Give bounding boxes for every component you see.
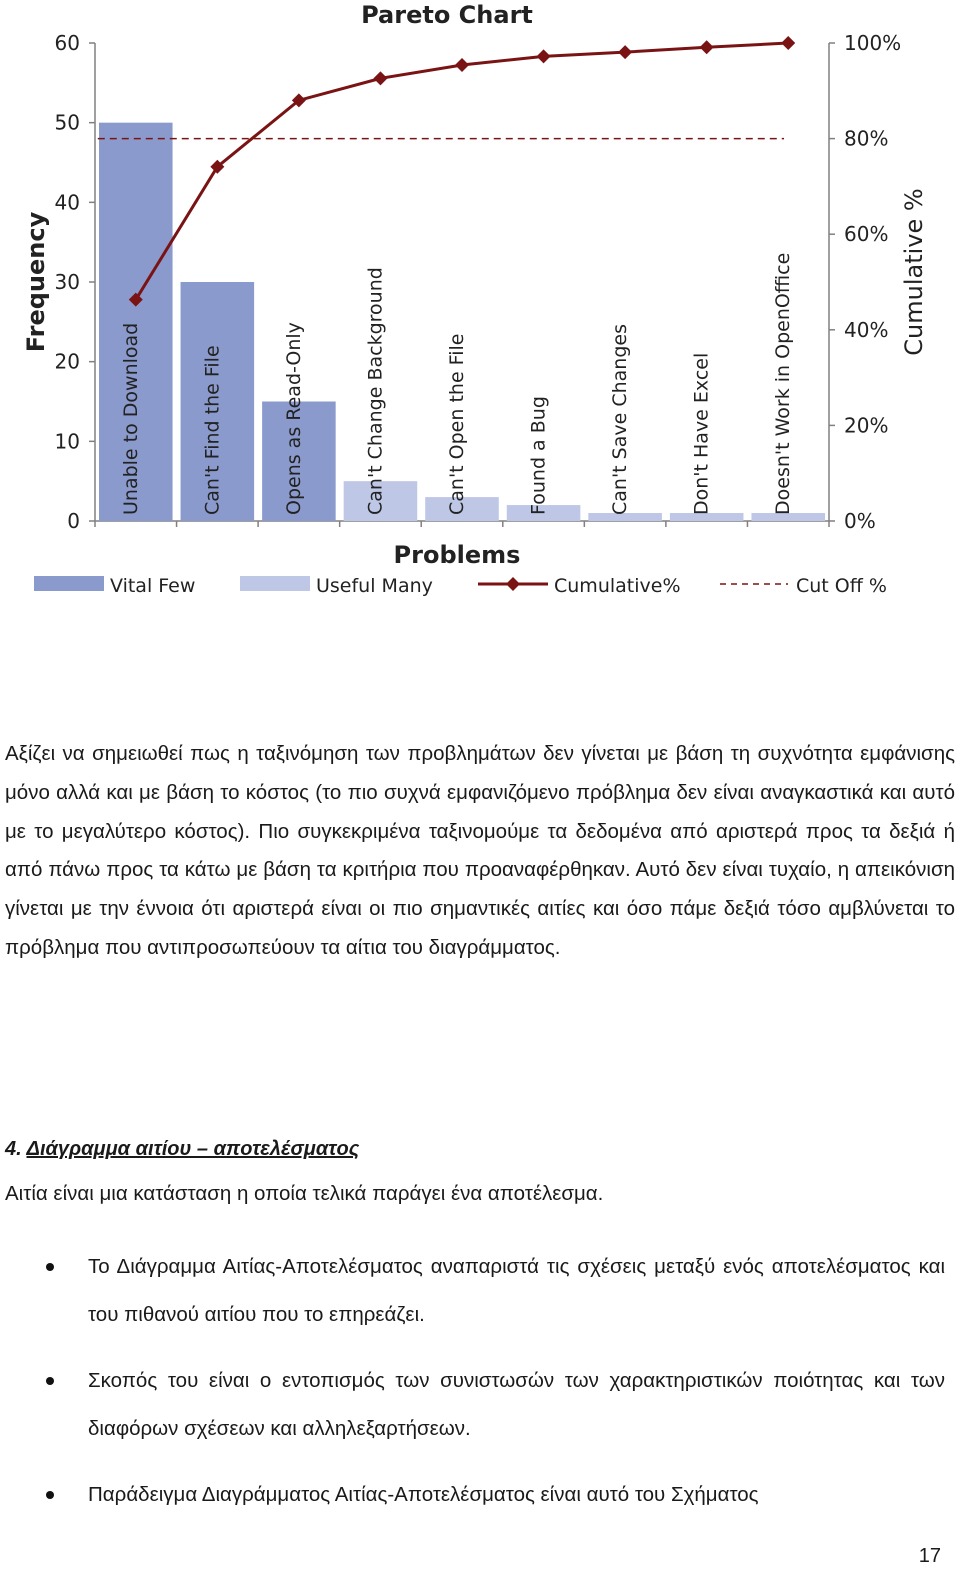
- bullet-list: [0, 1243, 960, 1537]
- legend-marker: [506, 577, 520, 591]
- y2-tick-label: 80%: [844, 126, 889, 151]
- legend-swatch: [240, 576, 310, 591]
- legend-label: Cumulative%: [554, 575, 681, 597]
- x-axis-title: Problems: [393, 541, 521, 569]
- cumulative-point: [700, 40, 714, 54]
- y-tick-label: 0: [67, 509, 80, 533]
- body-paragraph-2: Αιτία είναι μια κατάσταση η οποία τελικά παράγει ένα αποτέλεσμα.: [5, 1182, 604, 1205]
- chart-title: Pareto Chart: [361, 1, 533, 29]
- y-tick-label: 50: [54, 110, 80, 135]
- bullet-dot-icon: [46, 1377, 54, 1385]
- pareto-chart: [0, 0, 960, 620]
- section-heading-text: Διάγραμμα αιτίου – αποτελέσματος: [26, 1138, 360, 1160]
- bullet-text: Σκοπός του είναι ο εντοπισμός των συνιστωσών των χαρακτηριστικών ποιότητας και των διαφόρων σχέσεων και αλληλεξαρτήσεων.: [88, 1369, 945, 1440]
- y-tick-label: 40: [54, 190, 80, 215]
- bullet-text: Το Διάγραμμα Αιτίας-Αποτελέσματος αναπαριστά τις σχέσεις μεταξύ ενός αποτελέσματος και του πιθανού αιτίου που το επηρεάζει.: [88, 1255, 945, 1326]
- category-label: Can't Save Changes: [609, 324, 632, 515]
- bullet-dot-icon: [46, 1263, 54, 1271]
- category-label: Unable to Download: [119, 322, 142, 515]
- category-label: Can't Change Background: [364, 267, 387, 515]
- page-number: 17: [918, 1545, 941, 1567]
- bullet-dot-icon: [46, 1491, 54, 1499]
- cumulative-point: [373, 71, 387, 85]
- category-label: Opens as Read-Only: [282, 322, 305, 515]
- y-tick-label: 30: [54, 270, 80, 294]
- cumulative-point: [781, 36, 795, 50]
- category-label: Found a Bug: [527, 396, 550, 515]
- y-axis-title: Frequency: [22, 211, 50, 353]
- chart-legend: [34, 575, 887, 597]
- cumulative-point: [537, 49, 551, 63]
- bullet-text: Παράδειγμα Διαγράμματος Αιτίας-Αποτελέσματος είναι αυτό του Σχήματος: [88, 1483, 759, 1506]
- bullet-item: [0, 1243, 960, 1339]
- cumulative-line: [136, 43, 788, 300]
- cumulative-point: [455, 58, 469, 72]
- y-tick-label: 20: [54, 349, 80, 374]
- y-tick-label: 10: [54, 429, 80, 454]
- legend-swatch: [34, 576, 104, 591]
- legend-label: Vital Few: [110, 575, 196, 597]
- y2-axis-title: Cumulative %: [900, 188, 928, 356]
- legend-label: Cut Off %: [796, 575, 887, 597]
- section-heading-number: 4.: [5, 1138, 22, 1160]
- plot-area: [55, 31, 902, 533]
- category-label: Can't Find the File: [201, 345, 224, 515]
- bullet-item: [0, 1357, 960, 1453]
- legend-label: Useful Many: [316, 575, 433, 597]
- y2-tick-label: 100%: [844, 31, 902, 55]
- bullet-item: [0, 1471, 960, 1519]
- section-heading: [5, 1138, 359, 1161]
- category-label: Don't Have Excel: [690, 352, 713, 515]
- body-paragraph-1: Αξίζει να σημειωθεί πως η ταξινόμηση των προβλημάτων δεν γίνεται με βάση τη συχνότητα εμφάνισης μόνο αλλά και με βάση το κόστος (το πιο συχνά εμφανιζόμενο πρόβλημα δεν είναι αναγκαστικά και αυτό με το μεγαλύτερο κόστος). Πιο συγκεκριμένα ταξινομούμε τα δεδομένα από αριστερά προς τα δεξιά ή από πάνω προς τα κάτω με βάση τα κριτήρια που προαναφέρθηκαν. Αυτό δεν είναι τυχαίο, η απεικόνιση γίνεται με την έννοια ότι αριστερά είναι οι πιο σημαντικές αιτίες και όσο πάμε δεξιά τόσο αμβλύνεται το πρόβλημα που αντιπροσωπεύουν τα αίτια του διαγράμματος.: [5, 742, 955, 959]
- y2-tick-label: 40%: [844, 317, 889, 342]
- y2-tick-label: 0%: [844, 509, 876, 533]
- y2-tick-label: 60%: [844, 222, 889, 247]
- category-label: Doesn't Work in OpenOffice: [772, 252, 795, 515]
- cumulative-point: [618, 45, 632, 59]
- category-label: Can't Open the File: [446, 333, 468, 515]
- y-tick-label: 60: [54, 31, 80, 55]
- y2-tick-label: 20%: [844, 413, 889, 438]
